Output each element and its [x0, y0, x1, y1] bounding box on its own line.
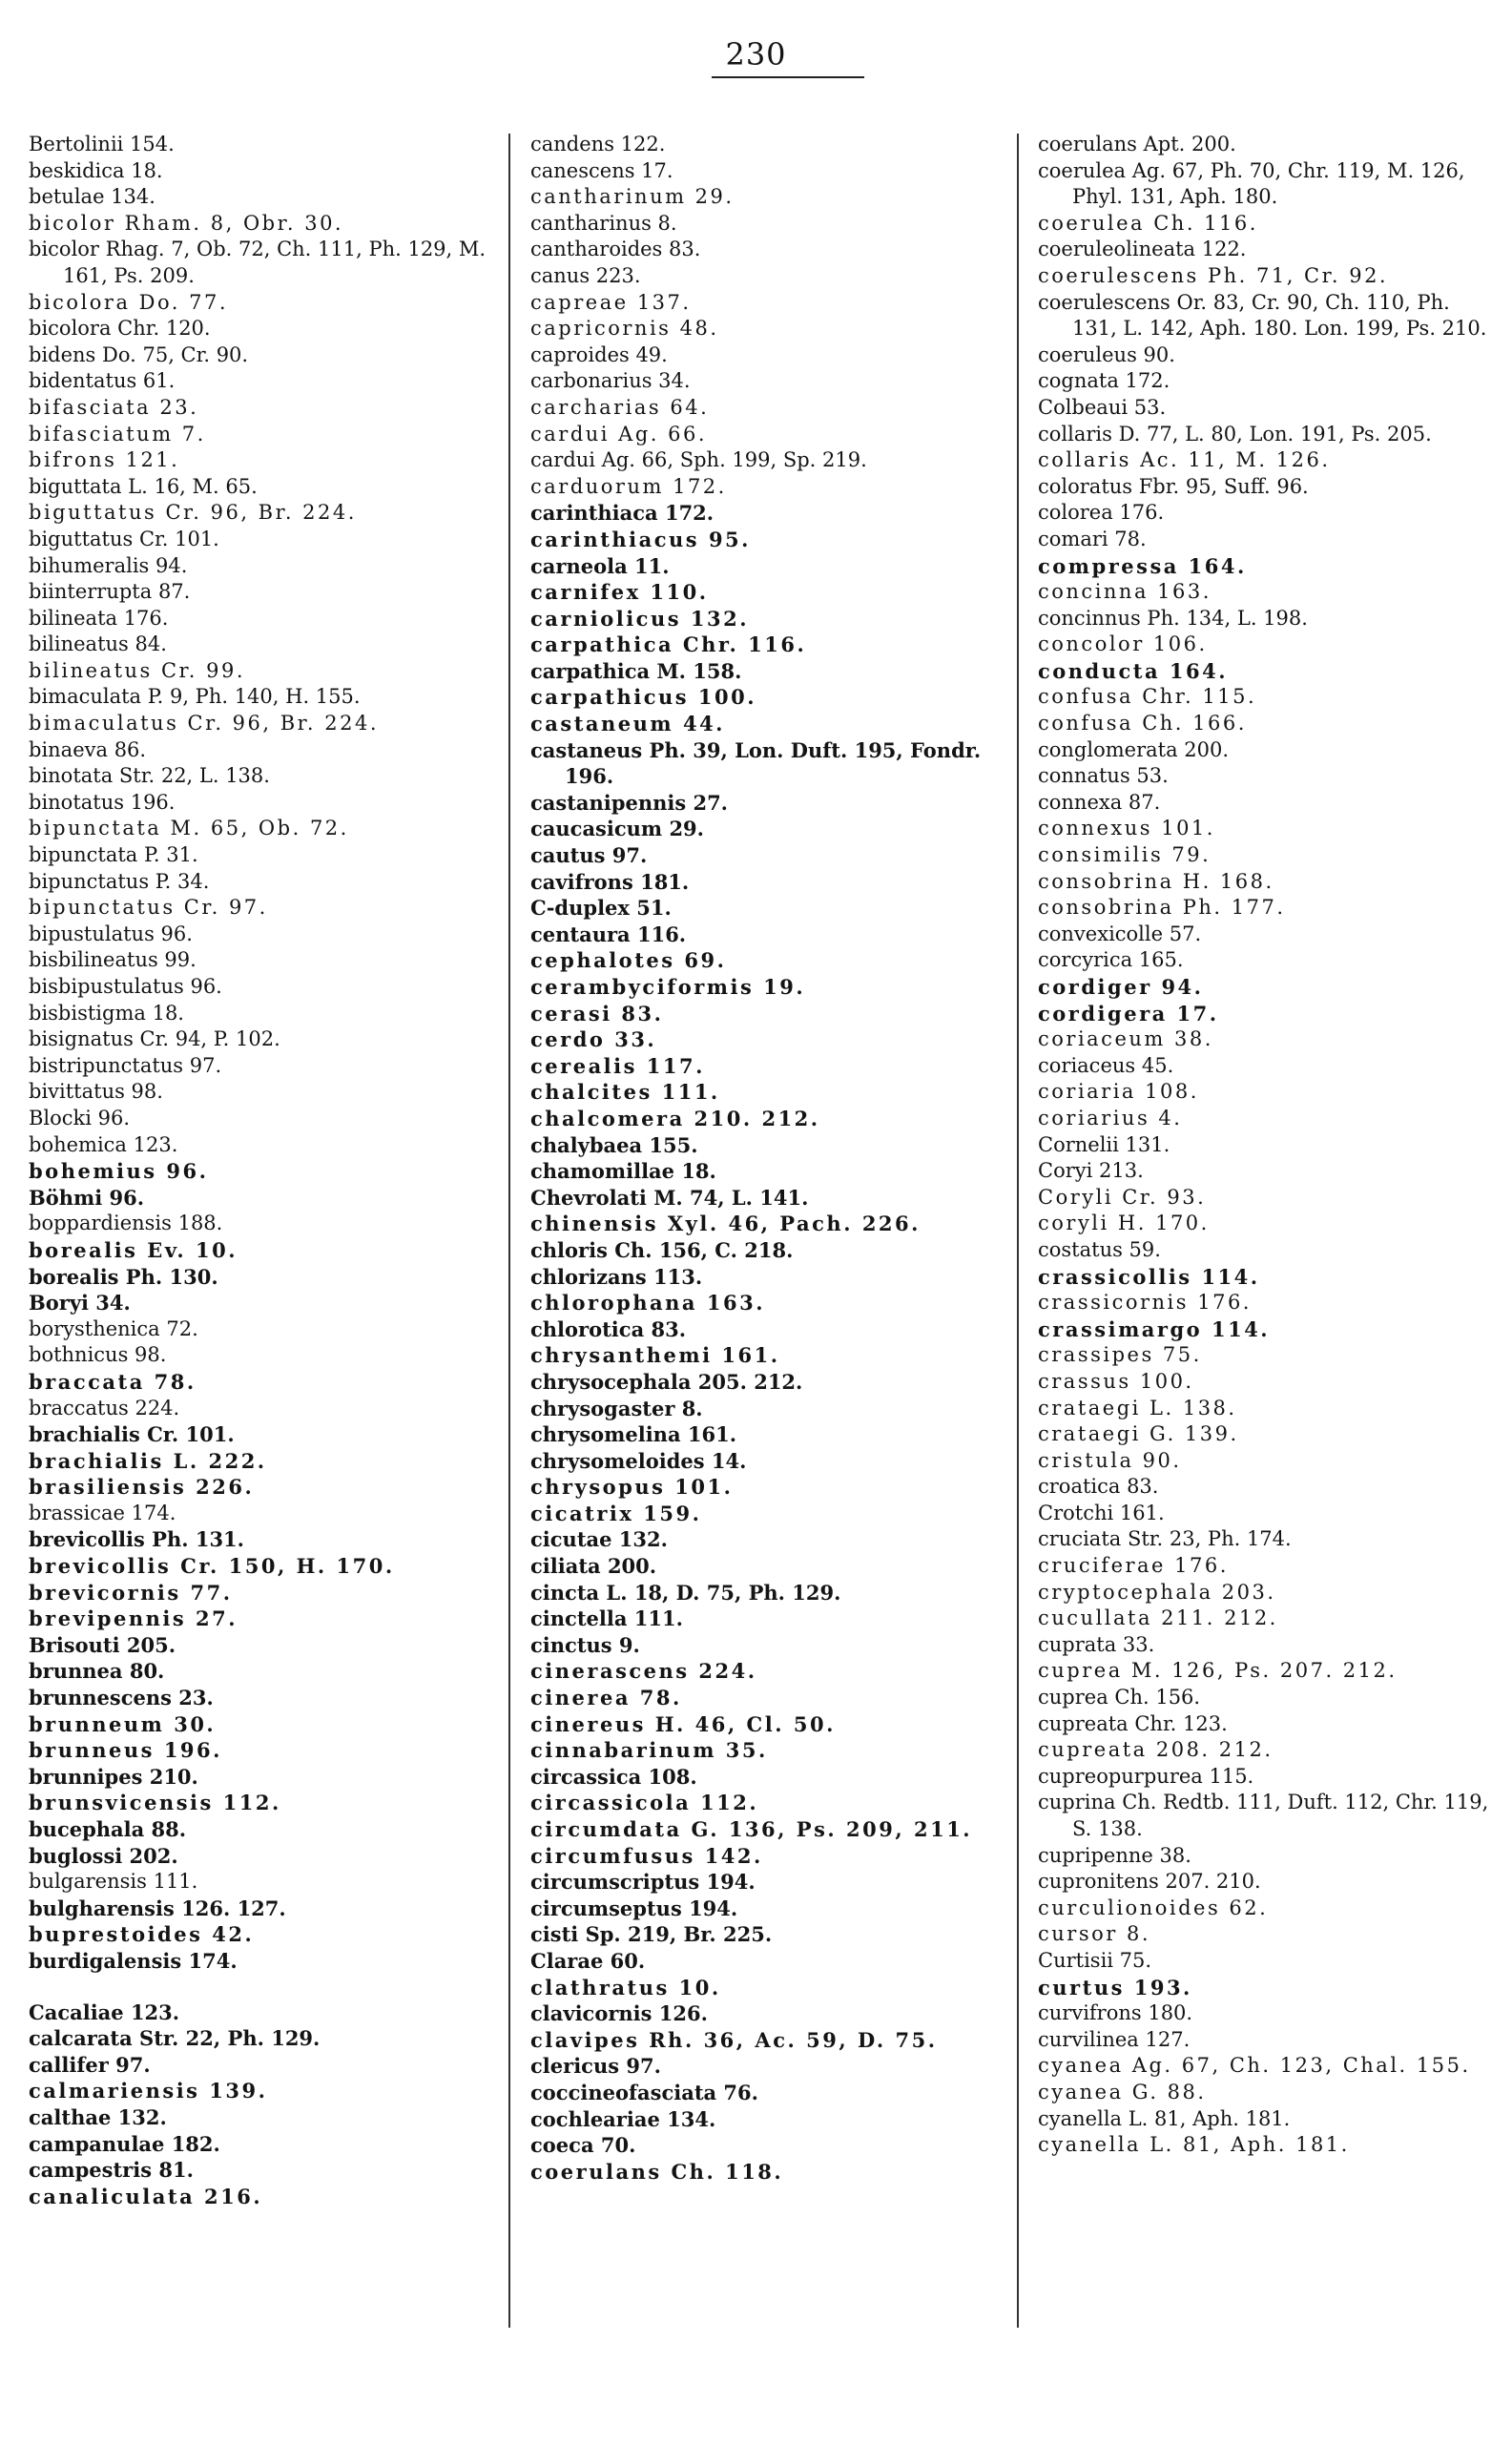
index-entry: cavifrons 181.	[530, 869, 690, 894]
index-entry: carcharias 64.	[530, 395, 710, 419]
index-entry: cupreata 208. 212.	[1038, 1738, 1274, 1762]
index-entry: consimilis 79.	[1038, 843, 1212, 867]
index-entry: bisbipustulatus 96.	[29, 975, 222, 998]
index-entry: cerambyciformis 19.	[530, 975, 806, 999]
index-entry: circassicola 112.	[530, 1791, 759, 1815]
index-entry: confusa Chr. 115.	[1038, 685, 1257, 709]
index-entry: cardui Ag. 66.	[530, 422, 708, 445]
index-entry: bisignatus Cr. 94, P. 102.	[29, 1027, 280, 1051]
index-entry: cochleariae 134.	[530, 2106, 716, 2131]
index-entry: costatus 59.	[1038, 1237, 1161, 1261]
index-entry: chlorizans 113.	[530, 1264, 703, 1289]
index-entry: cyanella L. 81, Aph. 181.	[1038, 2133, 1350, 2157]
index-entry: carinthiaca 172.	[530, 501, 715, 526]
index-entry: chrysogaster 8.	[530, 1396, 703, 1420]
index-entry: biguttatus Cr. 101.	[29, 527, 219, 550]
index-entry: braccata 78.	[29, 1369, 197, 1394]
index-entry: coeruleus 90.	[1038, 342, 1175, 366]
index-entry: bifasciatum 7.	[29, 422, 206, 445]
index-entry: calthae 132.	[29, 2104, 167, 2129]
index-entry: cautus 97.	[530, 843, 648, 868]
index-entry: coloratus Fbr. 95, Suff. 96.	[1038, 474, 1309, 498]
index-entry: curvilinea 127.	[1038, 2027, 1191, 2051]
index-entry: chrysomelina 161.	[530, 1422, 737, 1447]
index-entry: Brisouti 205.	[29, 1632, 176, 1657]
index-entry: concolor 106.	[1038, 632, 1208, 656]
index-entry: cyanea Ag. 67, Ch. 123, Chal. 155.	[1038, 2054, 1471, 2078]
index-entry: biguttata L. 16, M. 65.	[29, 474, 258, 498]
index-column-3	[1038, 132, 1496, 2159]
index-entry: carpathica Chr. 116.	[530, 632, 807, 657]
index-entry: concinnus Ph. 134, L. 198.	[1038, 606, 1308, 630]
index-entry: conducta 164.	[1038, 658, 1229, 683]
index-entry: chlorotica 83.	[530, 1316, 687, 1341]
index-entry: capricornis 48.	[530, 317, 719, 341]
index-entry: bicolor Rham. 8, Obr. 30.	[29, 211, 344, 235]
index-entry: clericus 97.	[530, 2054, 661, 2079]
column-divider-1	[508, 134, 510, 2328]
index-entry: chrysomeloides 14.	[530, 1448, 747, 1473]
index-entry: brevicollis Ph. 131.	[29, 1527, 244, 1552]
index-entry: burdigalensis 174.	[29, 1948, 238, 1973]
index-entry: cantharinum 29.	[530, 185, 735, 209]
index-entry: clavicornis 126.	[530, 2001, 708, 2026]
index-entry: campestris 81.	[29, 2158, 194, 2183]
index-entry: cruciata Str. 23, Ph. 174.	[1038, 1527, 1292, 1551]
index-entry: betulae 134.	[29, 185, 155, 209]
index-entry: bipunctatus P. 34.	[29, 869, 210, 893]
index-entry: coerulans Ch. 118.	[530, 2159, 784, 2184]
index-entry: Cacaliae 123.	[29, 2000, 180, 2024]
index-entry: coerulescens Or. 83, Cr. 90, Ch. 110, Ph. 131, L. 142, Aph. 180. Lon. 199, Ps. 210.	[1038, 290, 1487, 341]
index-entry: bihumeralis 94.	[29, 553, 188, 577]
index-entry: castaneus Ph. 39, Lon. Duft. 195, Fondr. 196.	[530, 737, 982, 789]
index-entry: bimaculatus Cr. 96, Br. 224.	[29, 712, 380, 736]
index-entry: Curtisii 75.	[1038, 1948, 1152, 1972]
index-entry: buglossi 202.	[29, 1843, 178, 1868]
index-entry: cupreata Chr. 123.	[1038, 1711, 1228, 1735]
index-entry: bipunctata M. 65, Ob. 72.	[29, 817, 349, 840]
index-entry: campanulae 182.	[29, 2131, 220, 2156]
index-entry: cerasi 83.	[530, 1001, 664, 1026]
index-entry: croatica 83.	[1038, 1475, 1159, 1499]
index-entry: ciliata 200.	[530, 1554, 657, 1579]
index-entry: Coryi 213.	[1038, 1159, 1144, 1183]
index-entry: cucullata 211. 212.	[1038, 1606, 1278, 1630]
index-entry: boppardiensis 188.	[29, 1212, 223, 1235]
index-entry: crataegi G. 139.	[1038, 1422, 1239, 1446]
index-column-1	[29, 132, 496, 2209]
index-entry: brunnea 80.	[29, 1659, 165, 1684]
index-entry: bucephala 88.	[29, 1817, 187, 1841]
page-number-rule	[712, 76, 864, 78]
index-entry: circumseptus 194.	[530, 1896, 738, 1920]
index-entry: brunnescens 23.	[29, 1686, 214, 1710]
index-entry: cinereus H. 46, Cl. 50.	[530, 1711, 836, 1736]
index-entry: binotatus 196.	[29, 790, 176, 814]
index-entry: cursor 8.	[1038, 1922, 1150, 1946]
index-entry: cognata 172.	[1038, 369, 1170, 393]
index-entry: carduorum 172.	[530, 474, 727, 498]
index-entry: consobrina H. 168.	[1038, 869, 1274, 893]
index-entry: bimaculata P. 9, Ph. 140, H. 155.	[29, 685, 361, 709]
index-entry: collaris Ac. 11, M. 126.	[1038, 448, 1331, 472]
index-entry: chalcomera 210. 212.	[530, 1106, 820, 1130]
index-entry: coriarius 4.	[1038, 1106, 1183, 1129]
index-entry: Chevrolati M. 74, L. 141.	[530, 1185, 809, 1210]
index-entry: cupripenne 38.	[1038, 1843, 1191, 1867]
index-entry: binotata Str. 22, L. 138.	[29, 764, 270, 788]
index-entry: curculionoides 62.	[1038, 1896, 1269, 1919]
index-entry: coerulea Ch. 116.	[1038, 211, 1258, 235]
index-entry: bisbistigma 18.	[29, 1001, 184, 1025]
index-entry: bulgharensis 126. 127.	[29, 1896, 286, 1920]
index-entry: coccineofasciata 76.	[530, 2080, 758, 2104]
index-entry: Cornelii 131.	[1038, 1132, 1170, 1156]
index-entry: conglomerata 200.	[1038, 737, 1230, 761]
index-entry: crassimargo 114.	[1038, 1316, 1271, 1341]
index-entry: collaris D. 77, L. 80, Lon. 191, Ps. 205.	[1038, 422, 1432, 445]
index-column-2	[530, 132, 1007, 2185]
index-entry: cinctella 111.	[530, 1606, 683, 1631]
index-entry: coerulescens Ph. 71, Cr. 92.	[1038, 263, 1389, 287]
index-entry: carniolicus 132.	[530, 606, 749, 631]
index-entry: carneola 11.	[530, 553, 670, 578]
index-entry: bicolora Do. 77.	[29, 290, 229, 314]
index-entry: coryli H. 170.	[1038, 1212, 1210, 1235]
index-entry: canescens 17.	[530, 158, 673, 182]
index-entry: connexus 101.	[1038, 817, 1215, 840]
index-entry: bulgarensis 111.	[29, 1870, 198, 1894]
index-entry: cinctus 9.	[530, 1632, 640, 1657]
index-entry: crassicollis 114.	[1038, 1264, 1260, 1289]
index-entry: bilineatus 84.	[29, 632, 167, 656]
index-entry: candens 122.	[530, 133, 666, 155]
index-entry: brasiliensis 226.	[29, 1475, 255, 1500]
index-entry: crataegi L. 138.	[1038, 1396, 1237, 1419]
index-entry: cristula 90.	[1038, 1448, 1182, 1472]
index-entry: brachialis Cr. 101.	[29, 1422, 235, 1447]
index-entry: Böhmi 96.	[29, 1185, 145, 1210]
index-entry: bothnicus 98.	[29, 1343, 167, 1367]
index-entry: cantharoides 83.	[530, 238, 701, 261]
index-entry: cardui Ag. 66, Sph. 199, Sp. 219.	[530, 448, 867, 472]
index-entry: cinnabarinum 35.	[530, 1738, 768, 1763]
index-entry: canus 223.	[530, 263, 641, 287]
index-entry: brunneus 196.	[29, 1738, 222, 1763]
page-number: 230	[725, 36, 787, 73]
index-entry: cephalotes 69.	[530, 948, 727, 973]
index-entry: colorea 176.	[1038, 501, 1165, 525]
index-entry: binaeva 86.	[29, 737, 147, 761]
index-entry: borealis Ph. 130.	[29, 1264, 218, 1289]
index-entry: bipunctata P. 31.	[29, 843, 198, 867]
index-entry: chamomillae 18.	[530, 1159, 716, 1184]
index-entry: Coryli Cr. 93.	[1038, 1185, 1207, 1209]
index-entry: chalcites 111.	[530, 1080, 720, 1105]
index-entry: Boryi 34.	[29, 1291, 131, 1316]
index-entry: compressa 164.	[1038, 553, 1247, 578]
index-entry: cisti Sp. 219, Br. 225.	[530, 1922, 773, 1947]
index-entry: calcarata Str. 22, Ph. 129.	[29, 2026, 321, 2051]
index-entry: brachialis L. 222.	[29, 1448, 267, 1473]
index-entry: bifasciata 23.	[29, 395, 199, 419]
index-entry: concinna 163.	[1038, 580, 1212, 604]
index-entry: cupronitens 207. 210.	[1038, 1870, 1261, 1894]
index-entry: carpathica M. 158.	[530, 658, 742, 683]
index-entry: Clarae 60.	[530, 1948, 646, 1973]
index-entry: brunnipes 210.	[29, 1764, 198, 1789]
index-entry: consobrina Ph. 177.	[1038, 896, 1286, 920]
index-entry: bistripunctatus 97.	[29, 1053, 222, 1077]
index-entry: buprestoides 42.	[29, 1922, 255, 1947]
index-entry: brunneum 30.	[29, 1711, 217, 1736]
index-entry: biguttatus Cr. 96, Br. 224.	[29, 501, 357, 525]
index-entry: cupreopurpurea 115.	[1038, 1764, 1254, 1788]
index-entry: brevipennis 27.	[29, 1606, 238, 1631]
index-entry: carbonarius 34.	[530, 369, 691, 393]
index-entry: comari 78.	[1038, 527, 1147, 550]
index-entry: bilineata 176.	[29, 606, 169, 630]
index-entry: crassus 100.	[1038, 1369, 1194, 1393]
index-entry: cuprea M. 126, Ps. 207. 212.	[1038, 1659, 1398, 1683]
index-entry: carpathicus 100.	[530, 685, 757, 710]
index-entry: chalybaea 155.	[530, 1132, 698, 1157]
index-entry: castaneum 44.	[530, 712, 725, 736]
index-entry: braccatus 224.	[29, 1396, 180, 1419]
index-entry: coeca 70.	[530, 2133, 636, 2158]
index-entry: beskidica 18.	[29, 158, 163, 182]
index-entry: bisbilineatus 99.	[29, 948, 197, 972]
index-entry: cincta L. 18, D. 75, Ph. 129.	[530, 1580, 841, 1605]
index-entry: chrysopus 101.	[530, 1475, 734, 1500]
index-entry: cicatrix 159.	[530, 1501, 702, 1525]
index-entry: cinerascens 224.	[530, 1659, 757, 1684]
index-entry: chrysocephala 205. 212.	[530, 1369, 803, 1394]
index-entry: coriaceus 45.	[1038, 1053, 1174, 1077]
index-entry: carnifex 110.	[530, 580, 709, 605]
index-entry: castanipennis 27.	[530, 790, 728, 815]
index-entry: circumscriptus 194.	[530, 1870, 756, 1895]
index-entry: connexa 87.	[1038, 790, 1161, 814]
index-entry: corcyrica 165.	[1038, 948, 1184, 972]
index-entry: bidens Do. 75, Cr. 90.	[29, 342, 249, 366]
index-entry: canaliculata 216.	[29, 2184, 263, 2208]
index-entry: convexicolle 57.	[1038, 922, 1202, 945]
index-entry: brassicae 174.	[29, 1501, 176, 1524]
index-entry: circumdata G. 136, Ps. 209, 211.	[530, 1817, 973, 1841]
index-entry: coriaria 108.	[1038, 1080, 1199, 1104]
index-entry: borealis Ev. 10.	[29, 1237, 238, 1262]
index-entry: C-duplex 51.	[530, 896, 672, 921]
index-entry: brevicornis 77.	[29, 1580, 233, 1605]
index-entry: clathratus 10.	[530, 1975, 721, 2000]
index-entry: coerulea Ag. 67, Ph. 70, Chr. 119, M. 126, Phyl. 131, Aph. 180.	[1038, 158, 1465, 209]
index-entry: circumfusus 142.	[530, 1843, 763, 1868]
index-entry: chlorophana 163.	[530, 1291, 766, 1316]
index-entry: connatus 53.	[1038, 764, 1169, 788]
index-entry: callifer 97.	[29, 2052, 151, 2077]
index-entry: centaura 116.	[530, 922, 687, 946]
index-entry: biinterrupta 87.	[29, 580, 191, 604]
index-entry: circassica 108.	[530, 1764, 697, 1789]
index-entry: bifrons 121.	[29, 448, 180, 472]
index-entry: chloris Ch. 156, C. 218.	[530, 1237, 794, 1262]
index-entry: bivittatus 98.	[29, 1080, 163, 1104]
index-entry: bipunctatus Cr. 97.	[29, 896, 268, 920]
index-entry: cinerea 78.	[530, 1686, 682, 1710]
index-entry: coerulans Apt. 200.	[1038, 133, 1236, 155]
index-entry: cruciferae 176.	[1038, 1554, 1229, 1578]
index-entry: caucasicum 29.	[530, 817, 704, 841]
index-entry: crassicornis 176.	[1038, 1291, 1252, 1315]
index-entry: Bertolinii 154.	[29, 133, 175, 155]
index-entry: carinthiacus 95.	[530, 527, 751, 551]
index-entry: cordigera 17.	[1038, 1001, 1219, 1026]
index-entry: bohemius 96.	[29, 1159, 209, 1184]
index-entry: clavipes Rh. 36, Ac. 59, D. 75.	[530, 2027, 938, 2052]
index-entry: coeruleolineata 122.	[1038, 238, 1247, 261]
column-divider-2	[1017, 134, 1019, 2328]
index-entry: Crotchi 161.	[1038, 1501, 1165, 1524]
index-entry: cryptocephala 203.	[1038, 1580, 1276, 1604]
index-entry: calmariensis 139.	[29, 2079, 268, 2103]
index-entry: cerealis 117.	[530, 1053, 705, 1078]
index-entry: cuprata 33.	[1038, 1632, 1155, 1656]
index-entry: curtus 193.	[1038, 1975, 1192, 2000]
index-entry: Blocki 96.	[29, 1106, 131, 1129]
index-entry: chrysanthemi 161.	[530, 1343, 780, 1368]
index-entry: brevicollis Cr. 150, H. 170.	[29, 1554, 395, 1579]
index-entry: bicolora Chr. 120.	[29, 317, 211, 341]
index-entry: coriaceum 38.	[1038, 1027, 1213, 1051]
index-entry: cerdo 33.	[530, 1027, 657, 1052]
index-entry: chinensis Xyl. 46, Pach. 226.	[530, 1212, 921, 1236]
index-entry: caproides 49.	[530, 342, 668, 366]
index-entry: bidentatus 61.	[29, 369, 176, 393]
index-entry: borysthenica 72.	[29, 1316, 198, 1340]
index-entry: cuprina Ch. Redtb. 111, Duft. 112, Chr. 119, S. 138.	[1038, 1791, 1489, 1840]
index-entry: cyanella L. 81, Aph. 181.	[1038, 2106, 1291, 2130]
index-entry: Colbeaui 53.	[1038, 395, 1167, 419]
index-entry: bilineatus Cr. 99.	[29, 658, 246, 682]
index-entry: curvifrons 180.	[1038, 2001, 1193, 2025]
index-entry: bicolor Rhag. 7, Ob. 72, Ch. 111, Ph. 129, M. 161, Ps. 209.	[29, 238, 487, 287]
index-entry: brunsvicensis 112.	[29, 1791, 281, 1815]
index-entry: bipustulatus 96.	[29, 922, 193, 945]
index-entry: cordiger 94.	[1038, 975, 1204, 999]
index-entry: crassipes 75.	[1038, 1343, 1202, 1367]
index-entry: cuprea Ch. 156.	[1038, 1686, 1201, 1709]
index-entry: capreae 137.	[530, 290, 692, 314]
index-entry: confusa Ch. 166.	[1038, 712, 1247, 736]
index-entry: cicutae 132.	[530, 1527, 668, 1552]
index-entry: cyanea G. 88.	[1038, 2080, 1207, 2103]
index-entry: cantharinus 8.	[530, 211, 677, 235]
index-entry: bohemica 123.	[29, 1132, 178, 1156]
